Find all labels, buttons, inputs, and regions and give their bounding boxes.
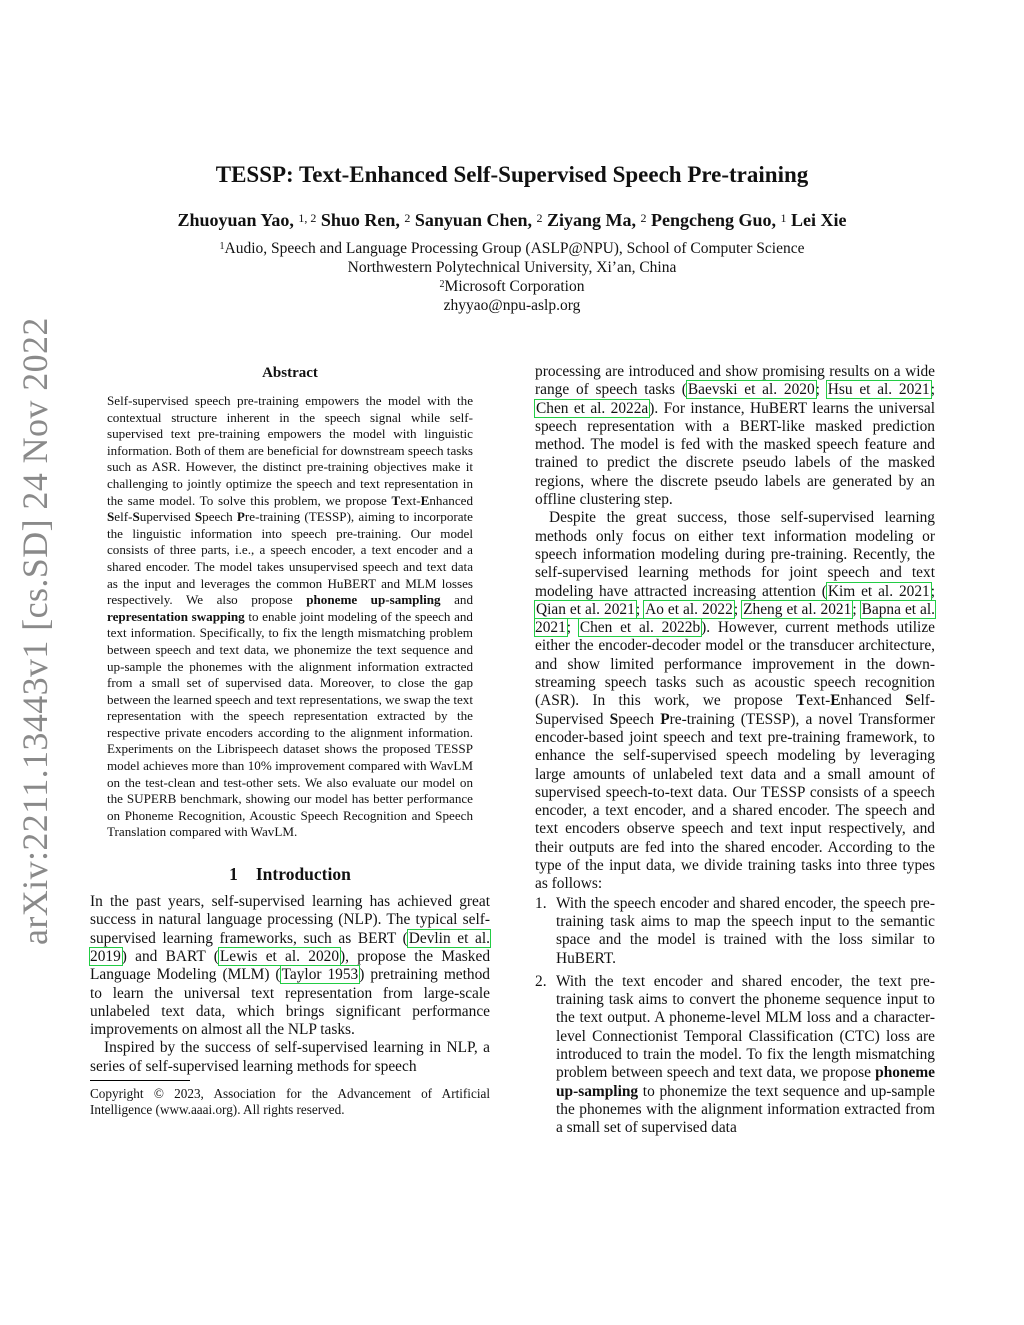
list-item: 2. With the text encoder and shared encoder, the text pre-training task aims to convert the phoneme sequence input to the text output. A phoneme-level MLM loss and a character-level Connectionist Temporal Classification (CTC) loss are introduced to train the model. To fix the length mismatching problem between speech and text data, we propose phoneme up-sampling to phonemize the text sequence and up-sample the phonemes with the alignment information extracted from a small set of supervised data [535,972,935,1137]
footnote-rule [90,1080,190,1081]
abstract-body: Self-supervised speech pre-training empowers the model with the contextual structure inherent in the speech signal while self-supervised text pre-training empowers the model with linguistic information. Both of them are beneficial for downstream speech tasks such as ASR. However, the distinct pre-training objectives make it challenging to jointly optimize the speech and text representation in the same model. To solve this problem, we propose Text-Enhanced Self-Supervised Speech Pre-training (TESSP), aiming to incorporate the linguistic information into speech pre-training. Our model consists of three parts, i.e., a speech encoder, a text encoder and a shared encoder. The model takes unsupervised speech and text data as the input and leverages the common HuBERT and MLM losses respectively. We also propose phoneme up-sampling and representation swapping to enable joint modeling of the speech and text information. Specifically, to fix the length mismatching problem between speech and text data, we phonemize the text sequence and up-sample the phonemes with the alignment information extracted from a small set of supervised data. Moreover, to close the gap between the learned speech and text representations, we swap the text representation with the speech representation extracted by the respective private encoders according to the alignment information. Experiments on the Librispeech dataset shows the proposed TESSP model achieves more than 10% improvement compared with WavLM on the test-clean and test-other sets. We also evaluate our model on the SUPERB benchmark, showing our model has better performance on Phoneme Recognition, Acoustic Speech Recognition and Speech Translation compared with WavLM. [107,393,473,840]
intro-paragraph: In the past years, self-supervised learning has achieved great success in natural language processing (NLP). The typical self-supervised learning frameworks, such as BERT (Devlin et al. 2019) and BART (Lewis et al. 2020), propose the Masked Language Modeling (MLM) (Taylor 1953) pretraining method to learn the universal text representation from large-scale unlabeled text data, which brings significant performance improvements on almost all the NLP tasks. [90,893,491,1039]
author-affil-mark: 2 [404,211,411,225]
left-column [90,363,490,1119]
citation-link[interactable]: Bapna et al. 2021 [535,600,936,637]
author: Pengcheng Guo, [650,210,776,230]
author-affil-mark: 2 [536,211,543,225]
list-item: 1. With the speech encoder and shared encoder, the speech pre-training task aims to map the speech input to the semantic space and the model is trained with the loss similar to HuBERT. [535,894,935,967]
citation-link[interactable]: Chen et al. 2022b [579,619,701,637]
citation-link[interactable]: Ao et al. 2022 [645,600,733,618]
affiliation-text: Microsoft Corporation [444,278,585,295]
affil-mark: 1 [219,241,225,252]
intro-paragraph: Inspired by the success of self-supervised learning in NLP, a series of self-supervised learning methods for speech [90,1039,490,1075]
citation-link[interactable]: Lewis et al. 2020 [219,947,340,965]
citation-link[interactable]: Taylor 1953 [281,966,359,984]
author-affil-mark: 1, 2 [298,211,317,225]
right-column [535,363,935,1142]
abstract-heading: Abstract [262,365,318,381]
affiliation-line: Northwestern Polytechnical University, Xi’an, China [347,259,677,276]
copyright-footnote: Copyright © 2023, Association for the Advancement of Artificial Intelligence (www.aaai.org). All rights reserved. [90,1086,490,1118]
body-paragraph: Despite the great success, those self-supervised learning methods only focus on either text information modeling or speech information modeling during pre-training. Recently, the self-supervised learning methods for joint speech and text modeling have attracted increasing attention (Kim et al. 2021; Qian et al. 2021; Ao et al. 2022; Zheng et al. 2021; Bapna et al. 2021; Chen et al. 2022b). However, current methods utilize either the encoder-decoder model or the transducer architecture, and show limited performance improvement in the down-streaming speech tasks such as acoustic speech recognition (ASR). In this work, we propose Text-Enhanced Self-Supervised Speech Pre-training (TESSP), a novel Transformer encoder-based joint speech and text pre-training framework, to enhance the self-supervised speech modeling by leveraging large amounts of unlabeled text data and a small amount of supervised speech-to-text data. Our TESSP consists of a speech encoder, a text encoder, and a shared encoder. The speech and text encoders observe speech and text input respectively, and their outputs are fed into the shared encoder. According to the type of the input data, we divide training tasks into three types as follows: [535,509,936,893]
arxiv-identifier: arXiv:2211.13443v1 [cs.SD] 24 Nov 2022 [15,317,55,945]
citation-link[interactable]: Qian et al. 2021 [536,600,635,618]
affil-mark: 2 [439,279,445,290]
affiliation-text: Audio, Speech and Language Processing Group (ASLP@NPU), School of Computer Science [224,240,805,257]
author-email: zhyyao@npu-aslp.org [443,297,581,314]
author-affil-mark: 2 [640,211,647,225]
citation-link[interactable]: Chen et al. 2022a [536,399,649,417]
citation-link[interactable]: Devlin et al. 2019 [90,929,490,965]
section-heading-introduction: 1 Introduction [229,864,351,885]
author: Sanyuan Chen, [414,210,532,230]
affiliation-line [0,277,1024,296]
author-affil-mark: 1 [780,211,787,225]
author: Lei Xie [791,210,847,230]
paper-title: TESSP: Text-Enhanced Self-Supervised Speech Pre-training [215,162,809,187]
citation-link[interactable]: Hsu et al. 2021 [827,381,930,399]
citation-link[interactable]: Zheng et al. 2021 [743,600,852,618]
author-list [0,206,1024,234]
affiliation-line [0,239,1024,258]
training-task-list [535,895,935,1138]
author: Ziyang Ma, [546,210,636,230]
body-paragraph: processing are introduced and show promising results on a wide range of speech tasks (Baevski et al. 2020; Hsu et al. 2021; Chen et al. 2022a). For instance, HuBERT learns the universal speech representation with a BERT-like masked prediction method. The model is fed with the masked speech feature and trained to predict the discrete pseudo labels of the masked regions, where the discrete pseudo labels are generated by an offline clustering step. [535,363,935,509]
author: Zhuoyuan Yao, [177,210,294,230]
citation-link[interactable]: Kim et al. 2021 [827,582,930,600]
author: Shuo Ren, [320,210,400,230]
citation-link[interactable]: Baevski et al. 2020 [687,381,815,399]
